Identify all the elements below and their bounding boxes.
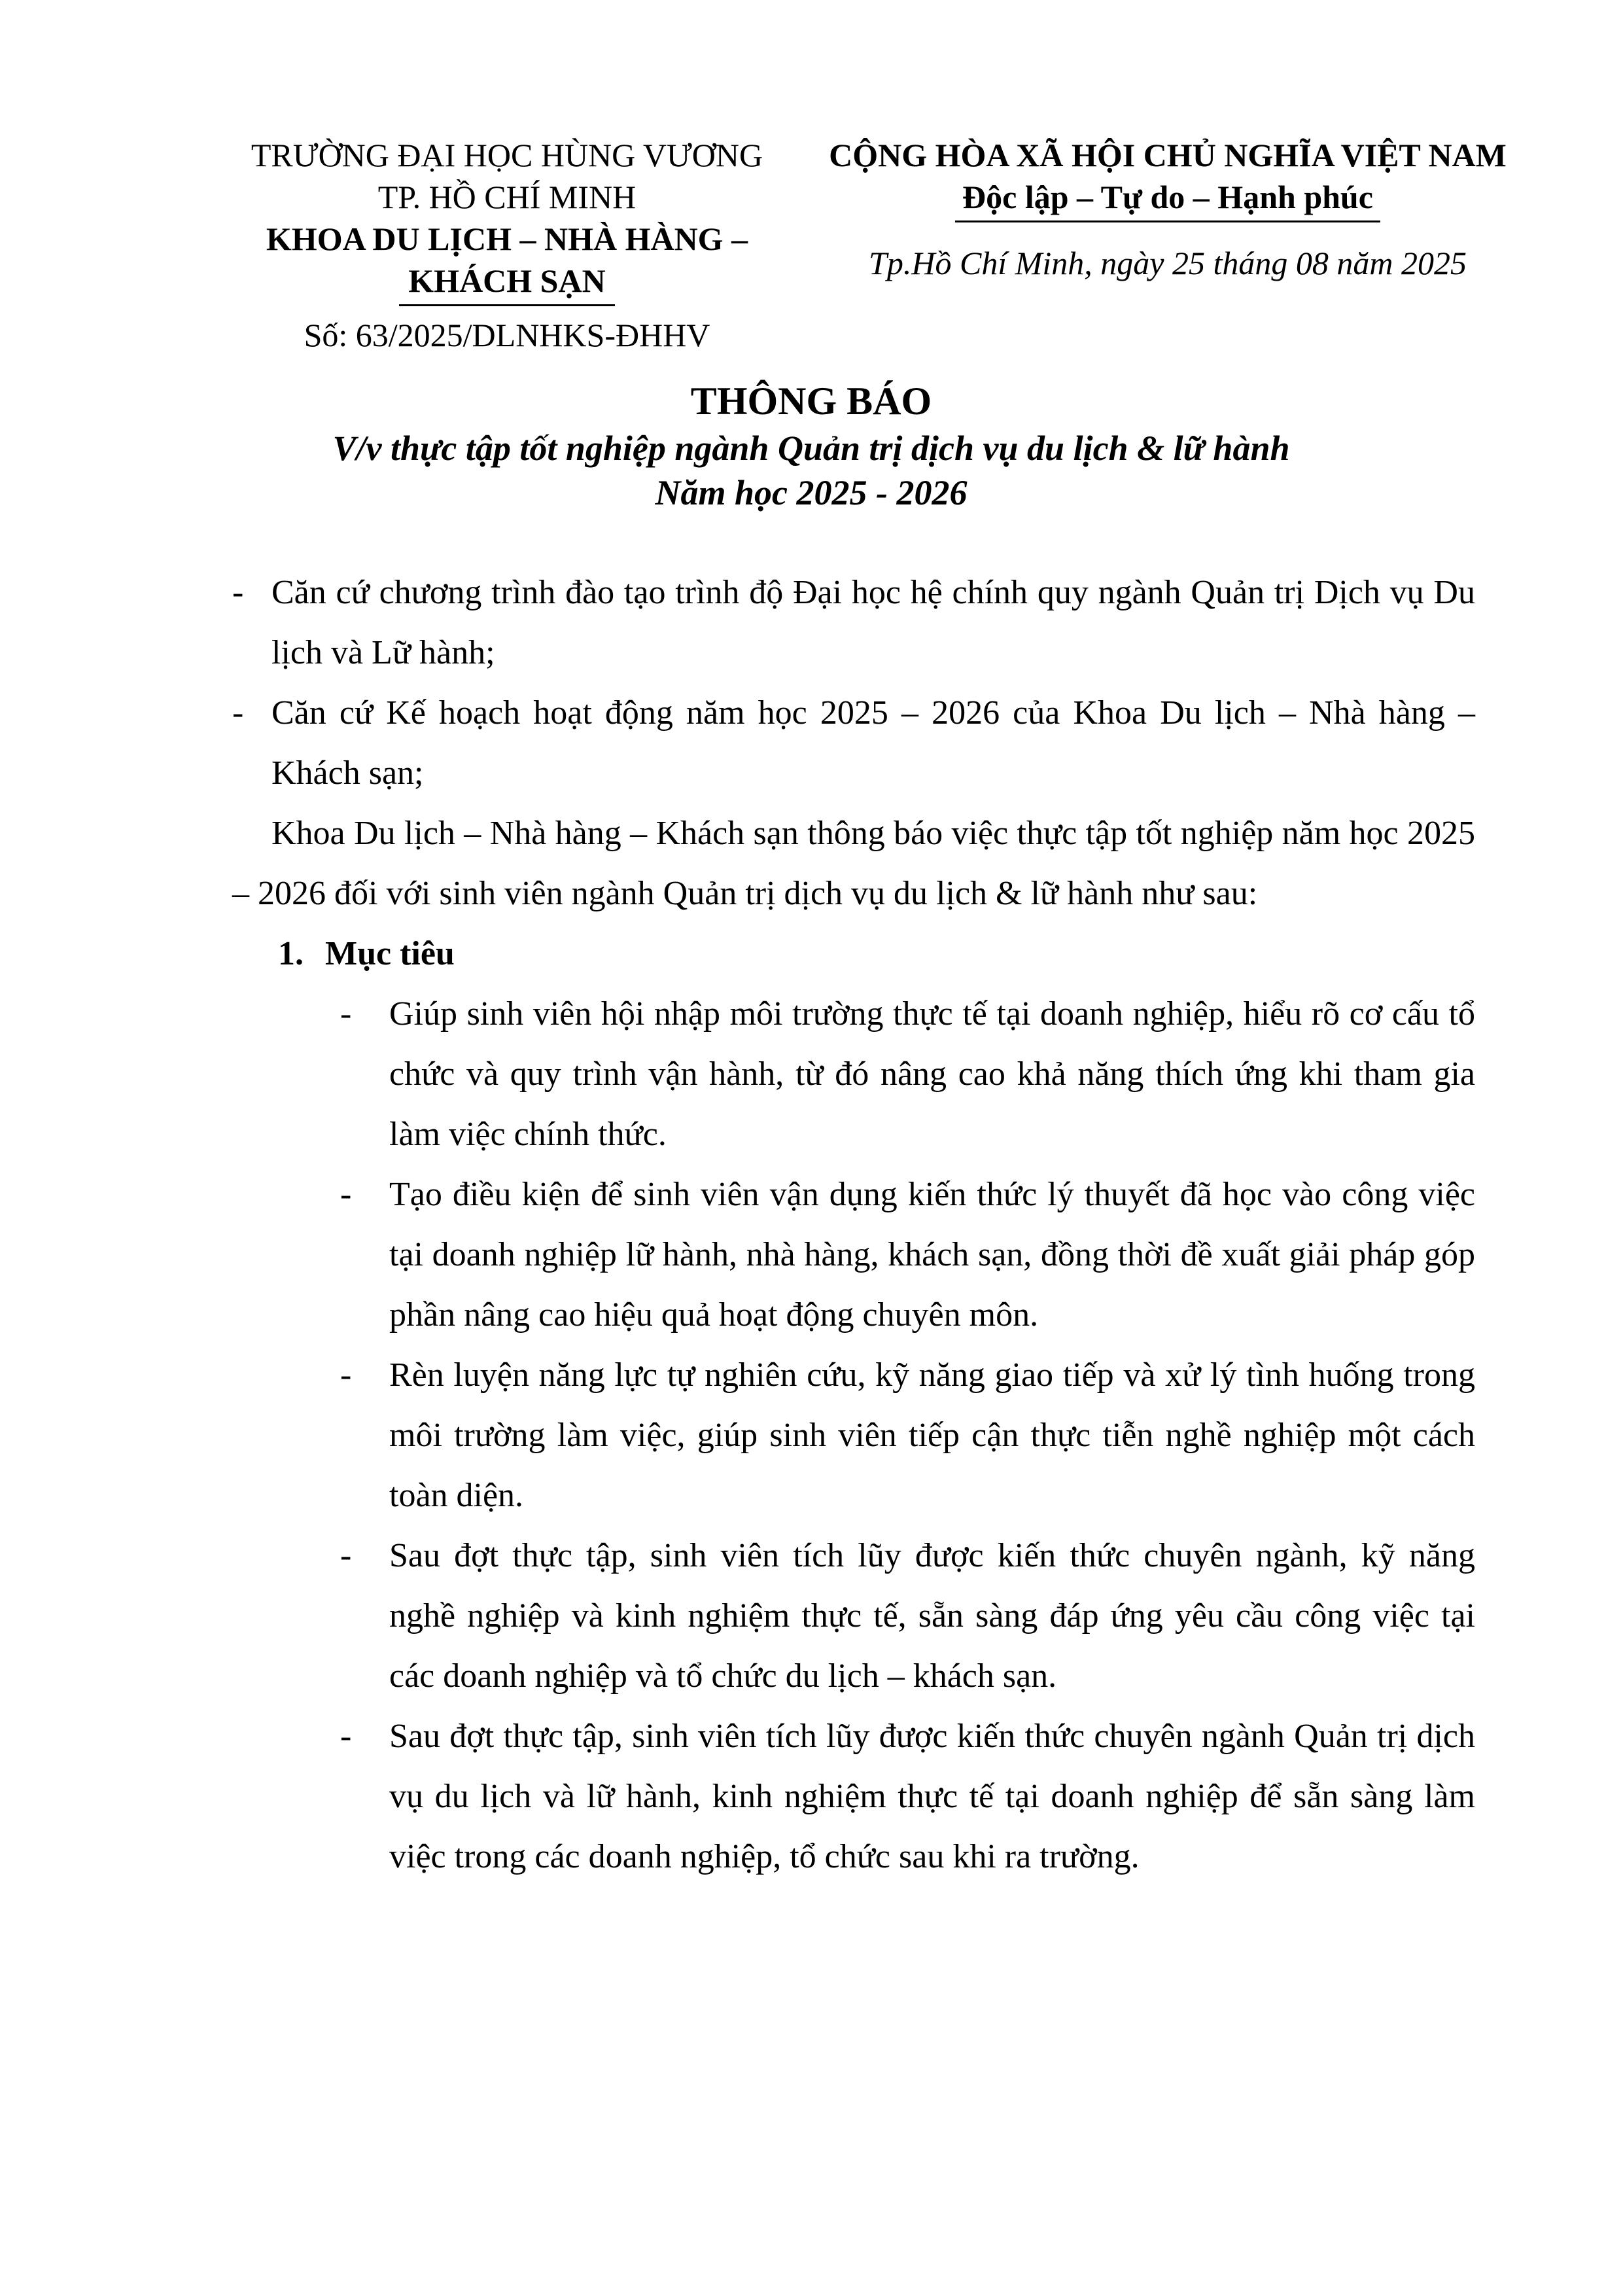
section-heading bbox=[232, 924, 1475, 984]
legal-basis-text: Căn cứ Kế hoạch hoạt động năm học 2025 – 2026 của Khoa Du lịch – Nhà hàng – Khách sạn; bbox=[271, 694, 1475, 792]
bullet-dash: - bbox=[340, 1718, 352, 1755]
academic-year: Năm học 2025 - 2026 bbox=[655, 473, 968, 512]
objective-item bbox=[232, 1526, 1475, 1706]
objective-item bbox=[232, 1345, 1475, 1526]
intro-paragraph: Khoa Du lịch – Nhà hàng – Khách sạn thông báo việc thực tập tốt nghiệp năm học 2025 – 2026 đối với sinh viên ngành Quản trị dịch vụ du lịch & lữ hành như sau: bbox=[232, 815, 1475, 912]
bullet-dash: - bbox=[340, 1176, 352, 1213]
objective-item bbox=[232, 1165, 1475, 1345]
university-name: TRƯỜNG ĐẠI HỌC HÙNG VƯƠNG bbox=[251, 137, 763, 173]
bullet-dash: - bbox=[232, 694, 244, 732]
national-title: CỘNG HÒA XÃ HỘI CHỦ NGHĨA VIỆT NAM bbox=[829, 137, 1507, 173]
section-title: Mục tiêu bbox=[325, 935, 455, 972]
title-block bbox=[196, 376, 1426, 515]
section-number: 1. bbox=[278, 935, 304, 972]
objective-item bbox=[232, 984, 1475, 1165]
legal-basis-item bbox=[232, 683, 1475, 804]
university-city: TP. HỒ CHÍ MINH bbox=[377, 179, 637, 215]
faculty-name-line1: KHOA DU LỊCH – NHÀ HÀNG – bbox=[266, 221, 748, 257]
national-header bbox=[798, 134, 1537, 284]
objective-text: Sau đợt thực tập, sinh viên tích lũy được kiến thức chuyên ngành, kỹ năng nghề nghiệp và kinh nghiệm thực tế, sẵn sàng đáp ứng yêu cầu công việc tại các doanh nghiệp và tổ chức du lịch – khách sạn. bbox=[389, 1537, 1475, 1695]
objective-text: Rèn luyện năng lực tự nghiên cứu, kỹ năng giao tiếp và xử lý tình huống trong môi trường làm việc, giúp sinh viên tiếp cận thực tiễn nghề nghiệp một cách toàn diện. bbox=[389, 1356, 1475, 1514]
document-body bbox=[232, 563, 1475, 1887]
national-motto: Độc lập – Tự do – Hạnh phúc bbox=[962, 179, 1373, 215]
objective-text: Giúp sinh viên hội nhập môi trường thực tế tại doanh nghiệp, hiểu rõ cơ cấu tổ chức và quy trình vận hành, từ đó nâng cao khả năng thích ứng khi tham gia làm việc chính thức. bbox=[389, 995, 1475, 1153]
document-subject: V/v thực tập tốt nghiệp ngành Quản trị dịch vụ du lịch & lữ hành bbox=[332, 429, 1290, 468]
document-date: Tp.Hồ Chí Minh, ngày 25 tháng 08 năm 2025 bbox=[869, 245, 1467, 281]
document-title: THÔNG BÁO bbox=[690, 380, 932, 423]
faculty-name-line2: KHÁCH SẠN bbox=[408, 262, 606, 299]
objective-text: Sau đợt thực tập, sinh viên tích lũy được kiến thức chuyên ngành Quản trị dịch vụ du lịch và lữ hành, kinh nghiệm thực tế tại doanh nghiệp để sẵn sàng làm việc trong các doanh nghiệp, tổ chức sau khi ra trường. bbox=[389, 1718, 1475, 1875]
issuer-divider bbox=[399, 304, 615, 306]
bullet-dash: - bbox=[340, 995, 352, 1033]
bullet-dash: - bbox=[340, 1537, 352, 1574]
bullet-dash: - bbox=[232, 574, 244, 611]
objective-item bbox=[232, 1706, 1475, 1887]
bullet-dash: - bbox=[340, 1356, 352, 1394]
document-number: Số: 63/2025/DLNHKS-ĐHHV bbox=[304, 317, 710, 353]
legal-basis-text: Căn cứ chương trình đào tạo trình độ Đại học hệ chính quy ngành Quản trị Dịch vụ Du lịch và Lữ hành; bbox=[271, 574, 1475, 671]
legal-basis-item bbox=[232, 563, 1475, 683]
motto-divider bbox=[955, 221, 1380, 222]
objective-text: Tạo điều kiện để sinh viên vận dụng kiến thức lý thuyết đã học vào công việc tại doanh nghiệp lữ hành, nhà hàng, khách sạn, đồng thời đề xuất giải pháp góp phần nâng cao hiệu quả hoạt động chuyên môn. bbox=[389, 1176, 1475, 1333]
issuer-block bbox=[216, 134, 798, 356]
